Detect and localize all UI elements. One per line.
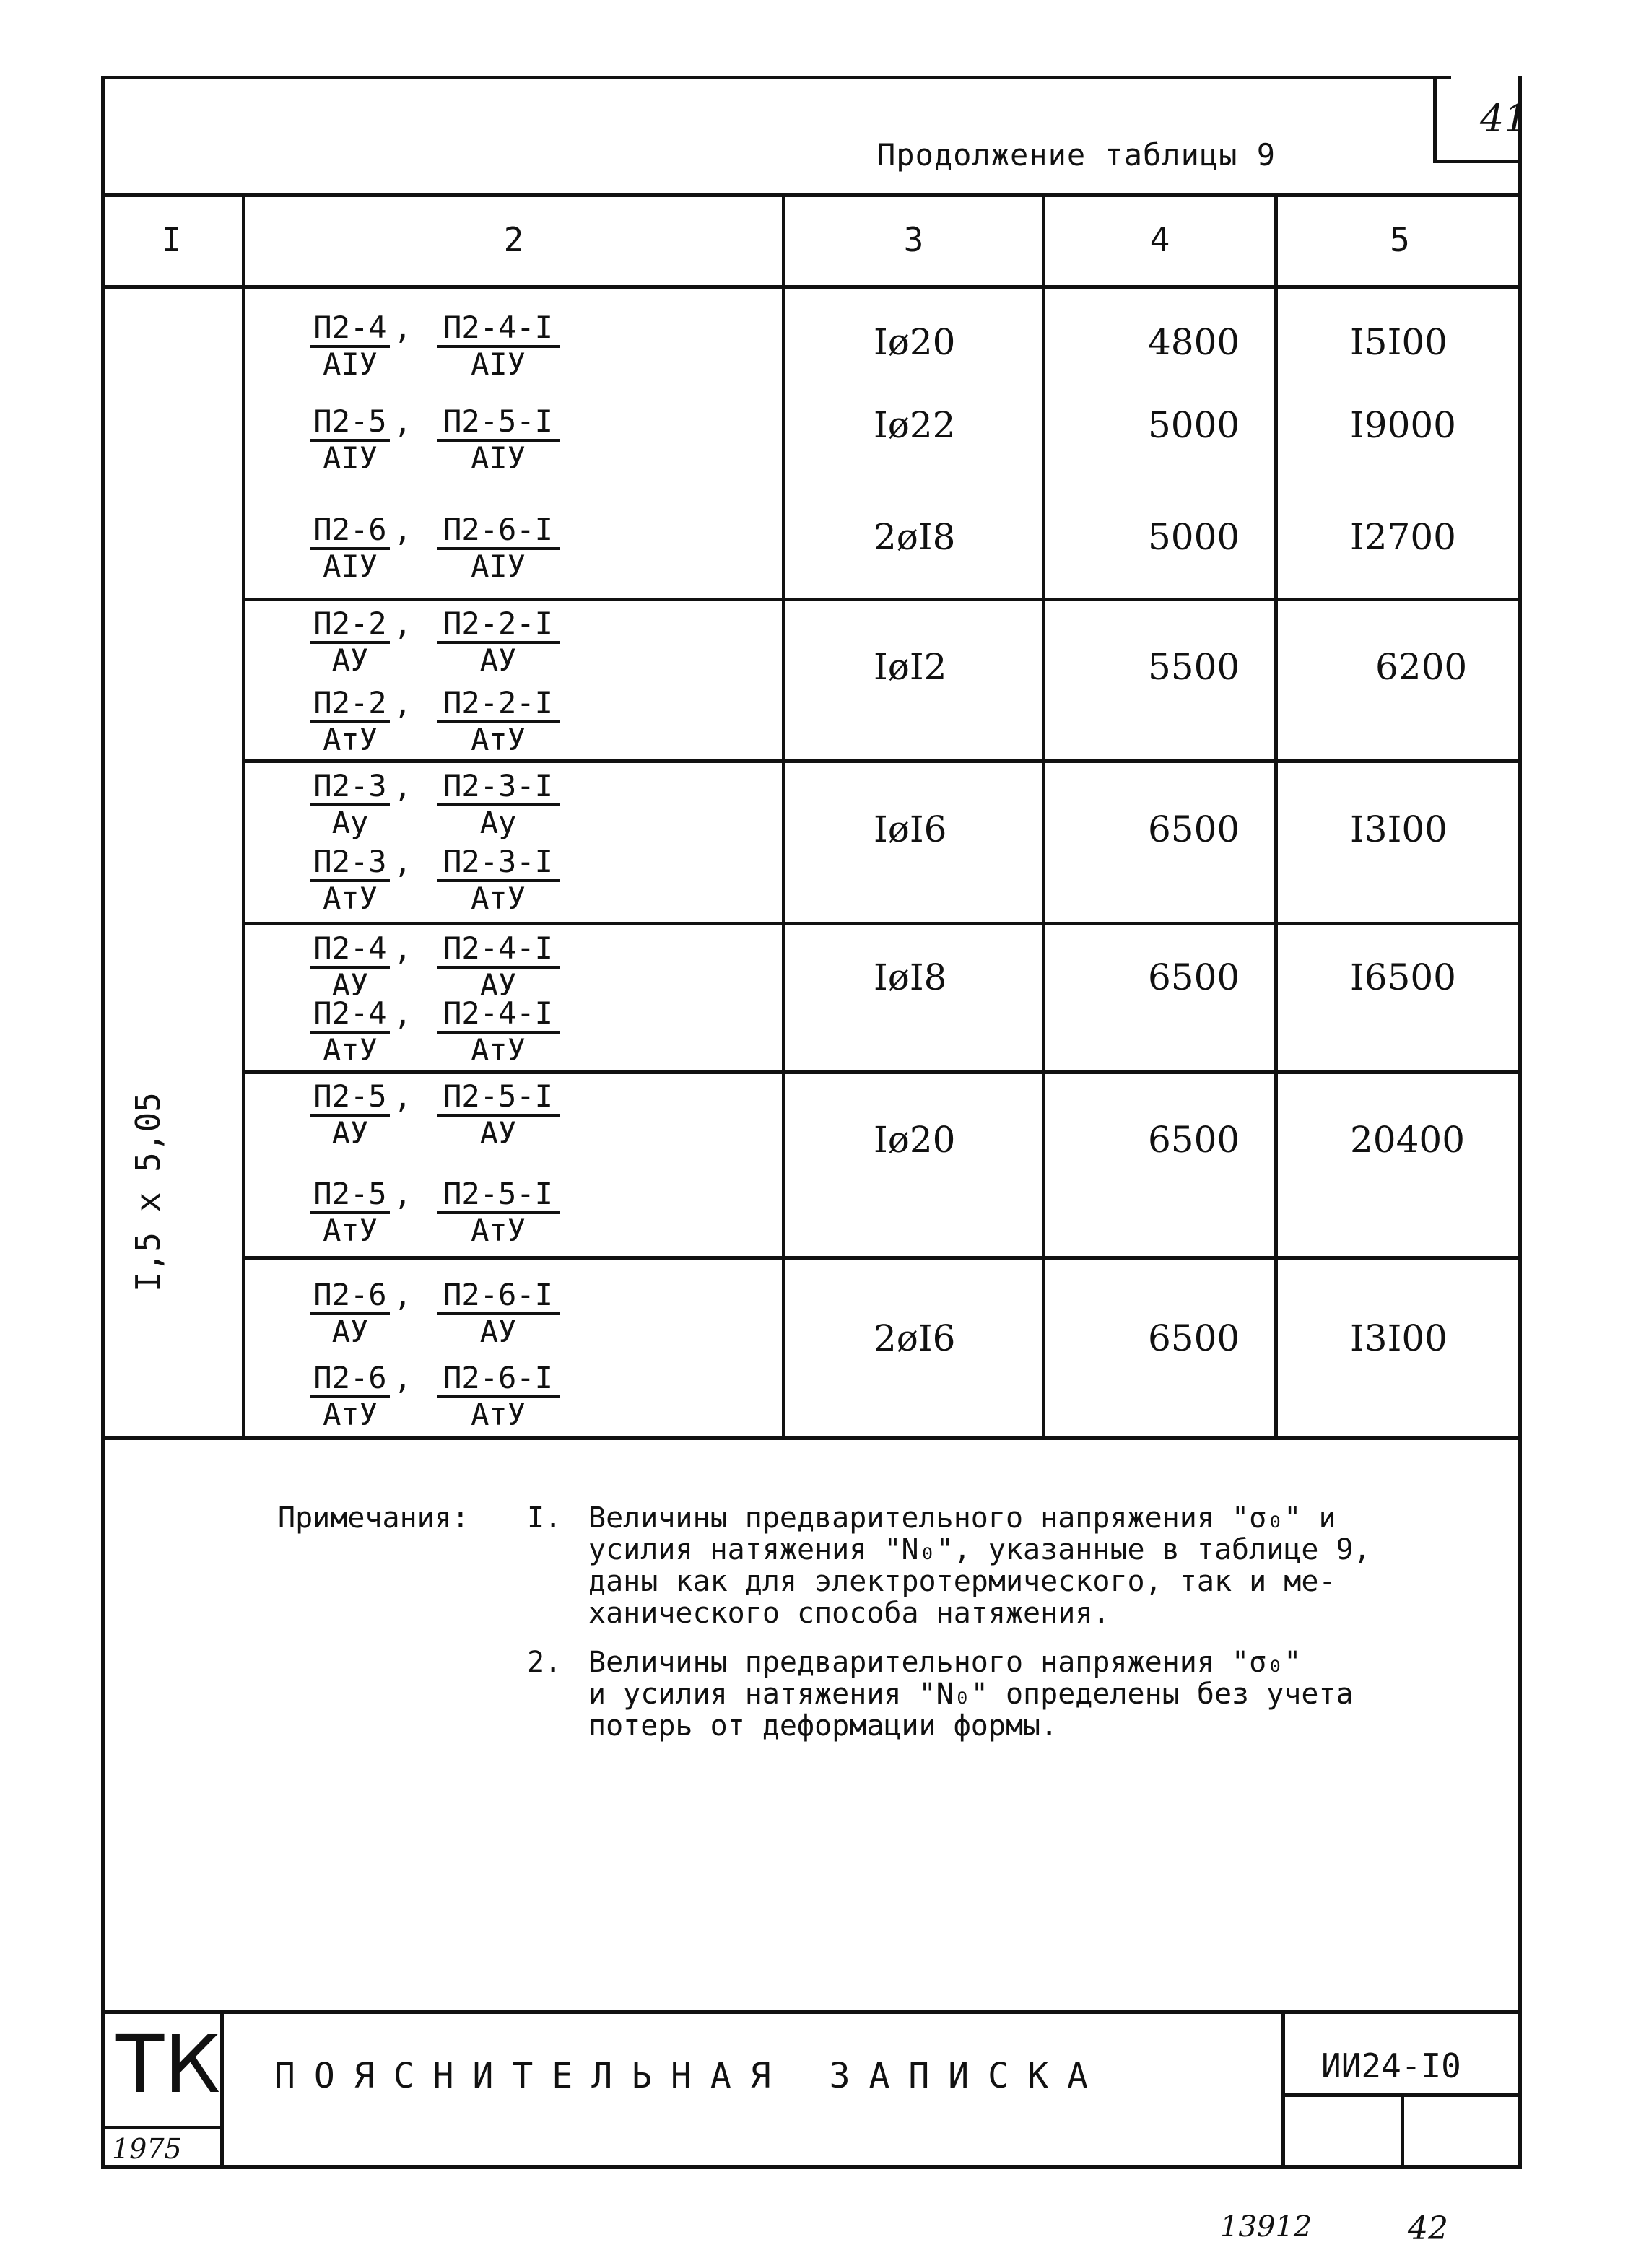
document-code: ИИ24-I0 — [1321, 2046, 1461, 2085]
col-divider — [1042, 193, 1045, 1440]
mark-pair: П2-2 AУ , П2-2-I AУ — [310, 606, 599, 679]
note-line: усилия натяжения "N₀", указанные в таблице 9, — [588, 1533, 1371, 1566]
cell-force: I3I00 — [1350, 808, 1448, 850]
cell-force: 20400 — [1350, 1119, 1466, 1161]
mark-pair: П2-3 Aу , П2-3-I Aу — [310, 769, 599, 841]
cell-reinforcement: IøI8 — [874, 956, 947, 998]
cell-stress: 5000 — [1148, 516, 1240, 558]
cell-reinforcement: IøI6 — [874, 808, 947, 850]
cell-force: I5I00 — [1350, 321, 1448, 363]
cell-stress: 6500 — [1148, 1317, 1240, 1359]
note-line: и усилия натяжения "N₀" определены без учета — [588, 1678, 1354, 1711]
mark-pair: П2-4 AIУ , П2-4-I AIУ — [310, 310, 599, 383]
note-line: ханического способа натяжения. — [588, 1597, 1110, 1630]
note-line: потерь от деформации формы. — [588, 1709, 1058, 1743]
note-number: 2. — [527, 1646, 562, 1679]
mark-pair: П2-2 AтУ , П2-2-I AтУ — [310, 686, 599, 758]
cell-reinforcement: IøI2 — [874, 646, 947, 688]
mark-pair: П2-5 AIУ , П2-5-I AIУ — [310, 404, 599, 476]
row-divider — [242, 1070, 1522, 1074]
note-number: I. — [527, 1501, 562, 1535]
section-size-label: I,5 x 5,05 — [129, 1092, 167, 1292]
cell-force: I2700 — [1350, 516, 1456, 558]
cell-force: I3I00 — [1350, 1317, 1448, 1359]
header-col-4: 4 — [1149, 220, 1170, 259]
document-title: ПОЯСНИТЕЛЬНАЯ ЗАПИСКА — [274, 2056, 1107, 2096]
cell-force: 6200 — [1375, 646, 1468, 688]
frame-top-border — [101, 76, 1451, 79]
row-divider — [242, 1256, 1522, 1260]
mark-pair: П2-6 AУ , П2-6-I AУ — [310, 1278, 599, 1350]
organization-logo: ТК — [116, 2018, 221, 2111]
header-col-1: I — [161, 220, 182, 259]
mark-pair: П2-4 AтУ , П2-4-I AтУ — [310, 996, 599, 1068]
cell-stress: 4800 — [1148, 321, 1240, 363]
cell-stress: 6500 — [1148, 808, 1240, 850]
title-block-divider — [1281, 2010, 1285, 2169]
title-block-divider — [220, 2010, 224, 2169]
cell-stress: 5500 — [1148, 646, 1240, 688]
mark-pair: П2-5 AУ , П2-5-I AУ — [310, 1079, 599, 1151]
cell-reinforcement: 2øI6 — [874, 1317, 956, 1359]
title-block-top-line — [101, 2010, 1522, 2014]
logo-year: 1975 — [112, 2133, 182, 2165]
cell-reinforcement: Iø20 — [874, 1119, 956, 1161]
header-bottom-line — [101, 285, 1522, 289]
row-divider — [242, 598, 1522, 601]
archive-number: 13912 — [1220, 2210, 1313, 2243]
notes-lead: Примечания: — [278, 1501, 469, 1535]
col-divider — [242, 193, 245, 1440]
note-line: даны как для электротермического, так и ме- — [588, 1565, 1336, 1598]
sheet-number: 42 — [1408, 2210, 1448, 2247]
row-divider — [242, 922, 1522, 925]
mark-pair: П2-6 AтУ , П2-6-I AтУ — [310, 1361, 599, 1433]
cell-force: I6500 — [1350, 956, 1456, 998]
mark-pair: П2-6 AIУ , П2-6-I AIУ — [310, 513, 599, 585]
cell-stress: 5000 — [1148, 404, 1240, 446]
note-line: Величины предварительного напряжения "σ₀" — [588, 1646, 1302, 1679]
header-col-3: 3 — [903, 220, 924, 259]
cell-stress: 6500 — [1148, 956, 1240, 998]
cell-force: I9000 — [1350, 404, 1456, 446]
col-divider — [782, 193, 785, 1440]
header-col-5: 5 — [1390, 220, 1410, 259]
header-col-2: 2 — [503, 220, 524, 259]
cell-reinforcement: Iø22 — [874, 404, 956, 446]
table-title: Продолжение таблицы 9 — [877, 137, 1276, 173]
table-top-line — [101, 193, 1522, 197]
mark-pair: П2-3 AтУ , П2-3-I AтУ — [310, 845, 599, 917]
logo-divider — [101, 2126, 224, 2129]
mark-pair: П2-4 AУ , П2-4-I AУ — [310, 931, 599, 1003]
row-divider — [242, 759, 1522, 763]
cell-stress: 6500 — [1148, 1119, 1240, 1161]
cell-reinforcement: Iø20 — [874, 321, 956, 363]
mark-pair: П2-5 AтУ , П2-5-I AтУ — [310, 1177, 599, 1249]
note-line: Величины предварительного напряжения "σ₀" и — [588, 1501, 1336, 1535]
cell-reinforcement: 2øI8 — [874, 516, 956, 558]
col-divider — [1274, 193, 1278, 1440]
table-bottom-line — [101, 1436, 1522, 1440]
code-subdivider — [1401, 2093, 1404, 2169]
page-number: 41 — [1480, 97, 1528, 141]
